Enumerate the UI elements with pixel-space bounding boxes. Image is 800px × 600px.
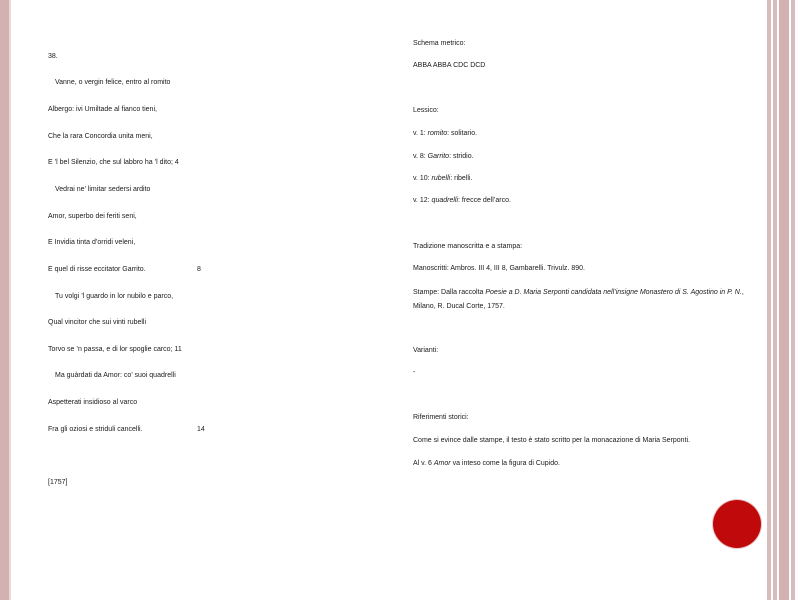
riferimenti-text: Come si evince dalle stampe, il testo è stato scritto per la monacazione di Maria Serponti. <box>413 437 691 444</box>
poem-line: Vanne, o vergin felice, entro al romito <box>55 79 171 86</box>
poem-line: E quel di risse eccitator Garrito. <box>48 266 146 273</box>
poem-line: Vedrai ne’ limitar sedersi ardito <box>55 186 151 193</box>
riferimenti-text: Al v. 6 Amor va inteso come la figura di Cupido. <box>413 460 560 467</box>
poem-date: [1757] <box>48 479 68 486</box>
poem-line: Torvo se ’n passa, e di lor spoglie carco; 11 <box>48 346 182 353</box>
lessico-item: v. 1: romito: solitario. <box>413 130 478 137</box>
lessico-item: v. 10: rubelli: ribelli. <box>413 175 473 182</box>
poem-line: Aspetterati insidioso al varco <box>48 399 138 406</box>
schema-heading: Schema metrico: <box>413 40 466 47</box>
varianti-heading: Varianti: <box>413 347 439 354</box>
varianti-value: - <box>413 369 416 376</box>
poem-line: Albergo: ivi Umiltade al fianco tieni, <box>48 106 157 113</box>
line-number: 8 <box>197 266 201 273</box>
lessico-item: v. 8: Garrito: stridio. <box>413 153 474 160</box>
poem-line: Ma guàrdati da Amor: co’ suoi quadrelli <box>55 372 176 379</box>
left-border <box>0 0 9 600</box>
poem-line: E Invidia tinta d’orridi veleni, <box>48 239 136 246</box>
manoscritti-text: Manoscritti: Ambros. III 4, III 8, Gambarelli. Trivulz. 890. <box>413 265 585 272</box>
schema-value: ABBA ABBA CDC DCD <box>413 62 486 69</box>
stampe-text: Stampe: Dalla raccolta Poesie a D. Maria Serponti candidata nell’insigne Monastero di S. Agostino in P. N., Milano, R. Ducal Corte, 1757. <box>413 289 744 310</box>
poem-line: Fra gli oziosi e striduli cancelli. <box>48 426 143 433</box>
poem-line: E ’l bel Silenzio, che sul labbro ha ’l dito; 4 <box>48 159 179 166</box>
riferimenti-heading: Riferimenti storici: <box>413 414 469 421</box>
line-number: 4 <box>174 159 179 166</box>
poem-line: Che la rara Concordia unita meni, <box>48 133 153 140</box>
lessico-item: v. 12: quadrelli: frecce dell’arco. <box>413 197 511 204</box>
poem-line: Qual vincitor che sui vinti rubelli <box>48 319 147 326</box>
poem-line: Tu volgi ’l guardo in lor nubilo e parco, <box>55 293 174 300</box>
line-number: 11 <box>174 346 182 353</box>
lessico-heading: Lessico: <box>413 107 439 114</box>
poem-number: 38. <box>48 53 58 60</box>
red-circle-icon <box>713 500 761 548</box>
line-number: 14 <box>197 426 205 433</box>
left-border-inner <box>9 0 11 600</box>
tradizione-heading: Tradizione manoscritta e a stampa: <box>413 243 523 250</box>
poem-line: Amor, superbo dei feriti seni, <box>48 213 137 220</box>
